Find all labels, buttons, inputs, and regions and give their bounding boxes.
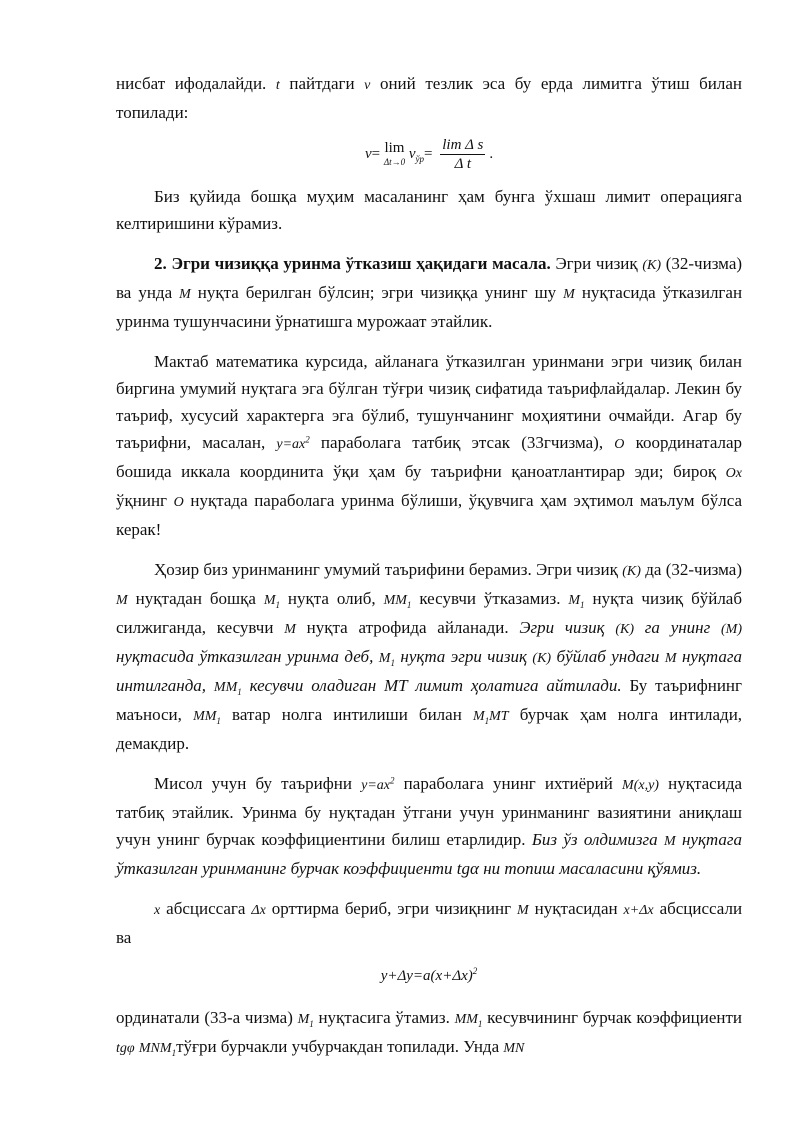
paragraph-5 (116, 556, 742, 757)
text: абсциссали ва (116, 899, 743, 947)
italic-text: Эгри чизиқ (519, 618, 605, 637)
subscript: 1 (216, 715, 221, 726)
symbol: MT (489, 709, 509, 724)
subscript: 1 (171, 1047, 177, 1058)
italic-text: га унинг (644, 618, 711, 637)
text: пайтдаги (289, 74, 355, 93)
math-m: M (179, 287, 191, 302)
paragraph-2: Биз қуйида бошқа муҳим масаланинг ҳам бунга ўхшаш лимит операцияга келтиришини кўрамиз. (116, 187, 742, 233)
text: абсциссага (166, 899, 246, 918)
symbol: M (568, 593, 581, 608)
text: нисбат ифодалайди. (116, 74, 267, 93)
math-m1 (264, 593, 280, 608)
symbol: MM (383, 593, 407, 608)
text: нуқтасида ўтказилган уринма тушунчасини ўрнатишга мурожаат этайлик. (116, 283, 743, 331)
math-mm1 (214, 680, 242, 695)
subscript: 1 (484, 715, 490, 726)
text: кесувчи ўтказамиз. (419, 589, 561, 608)
formula-lhs: v (364, 145, 372, 162)
math-m: M (517, 903, 529, 918)
text: нуқтасига ўтамиз. (318, 1008, 450, 1027)
math-m-paren: (M) (721, 622, 743, 637)
exponent: 2 (305, 434, 310, 445)
text: бурчак ҳам нолга интилади, демакдир. (116, 705, 743, 753)
text: орттирма бериб, эгри чизиқнинг (271, 899, 512, 918)
subscript: 1 (237, 686, 242, 697)
math-x: x (154, 903, 161, 918)
v-subscript: ўр (415, 153, 425, 164)
equals-sign: = (371, 145, 381, 162)
text: параболага унинг ихтиёрий (403, 774, 613, 793)
formula-period: . (489, 145, 494, 162)
fraction-numerator: lim Δ s (442, 137, 484, 153)
paragraph-1 (116, 70, 742, 126)
text: да (32-чизма) (645, 560, 742, 579)
math-mn: MN (503, 1041, 525, 1056)
parabola-base: y=ax (361, 778, 390, 793)
subscript: 1 (309, 1018, 314, 1029)
math-m: M (563, 287, 575, 302)
math-o: O (614, 437, 625, 452)
math-m: M (664, 651, 677, 666)
math-x-plus-delta-x: x+Δx (623, 903, 654, 918)
subscript: 1 (477, 1018, 483, 1029)
equals-sign: = (424, 145, 433, 162)
symbol: M (263, 593, 276, 608)
subscript: 1 (406, 599, 412, 610)
lim-subscript: Δt→0 (383, 156, 406, 167)
text: нуқтадан бошқа (135, 589, 256, 608)
italic-text: нуқтага ўтказилган уринманинг бурчак коэффициенти tgα ни топиш масаласини қўямиз. (116, 830, 743, 878)
symbol: MM (454, 1012, 478, 1027)
italic-text: Биз ўз олдимизга (531, 830, 658, 849)
math-tg-phi: tgφ (116, 1041, 135, 1056)
symbol: M (378, 651, 391, 666)
fraction (440, 136, 485, 173)
text: оний тезлик эса бу ерда лимитга ўтиш билан топилади: (116, 74, 742, 122)
text: нуқтасидан (534, 899, 618, 918)
math-mm1 (384, 593, 412, 608)
italic-text: нуқтасида ўтказилган уринма деб, (116, 647, 374, 666)
text: нуқта олиб, (287, 589, 376, 608)
text: нуқта берилган бўлсин; эгри чизиққа унинг шу (197, 283, 557, 302)
math-mnm1 (139, 1041, 176, 1056)
text: Мисол учун бу таърифни (154, 774, 352, 793)
math-mm1 (455, 1012, 483, 1027)
math-k: (K) (615, 622, 635, 637)
math-k: (K) (532, 651, 552, 666)
math-m: M (284, 622, 296, 637)
paragraph-8 (116, 1004, 742, 1062)
exponent: 2 (472, 966, 478, 976)
symbol: MM (213, 680, 238, 695)
parabola-base: y=ax (276, 437, 306, 452)
text: нуқтасида татбиқ этайлик. Уринма бу нуқтадан ўтгани учун уринманинг вазиятини аниқлаш учун унинг бурчак коэффициентини билиш етарлидир. (116, 774, 743, 849)
formula-velocity-limit (116, 136, 742, 173)
math-delta-x: Δx (251, 903, 266, 918)
text: Бу таърифнинг маъноси, (116, 676, 742, 724)
italic-text: нуқта эгри чизиқ (400, 647, 527, 666)
math-v: v (364, 78, 371, 93)
text: нуқтада параболага уринма бўлиши, ўқувчига ҳам эҳтимол маълум бўлса керак! (116, 491, 743, 539)
paragraph-4 (116, 348, 742, 543)
math-o: O (173, 495, 184, 510)
math-m: M (663, 834, 676, 849)
text: ўқнинг (116, 491, 168, 510)
math-k: (K) (642, 258, 662, 273)
math-m: M (116, 593, 128, 608)
text: ватар нолга интилиши билан (232, 705, 462, 724)
fraction-denominator: Δ t (454, 156, 472, 172)
italic-text: нуқтага интилганда, (116, 647, 743, 695)
math-mm1 (193, 709, 221, 724)
subscript: 1 (275, 599, 280, 610)
formula-ordinate (116, 963, 742, 990)
math-ox: Ox (725, 466, 742, 481)
math-m1mt (473, 709, 509, 724)
text: координаталар бошида иккала координита ўқи ҳам бу таърифни қаноатлантирар эди; бироқ (116, 433, 743, 481)
symbol: MM (193, 709, 217, 724)
subscript: 1 (390, 657, 395, 668)
text: ординатали (33-а чизма) (116, 1008, 293, 1027)
symbol: M (472, 709, 485, 724)
section-title: 2. Эгри чизиққа уринма ўтказиш ҳақидаги масала. (154, 254, 551, 273)
italic-text: кесувчи оладиган МТ лимит ҳолатига айтилади. (249, 676, 622, 695)
formula-v: v (408, 145, 416, 162)
text: параболага татбиқ этсак (33гчизма), (320, 433, 604, 452)
text: нуқта атрофида айланади. (306, 618, 509, 637)
limit-operator (384, 141, 405, 169)
text: тўғри бурчакли учбурчакдан топилади. Унда (176, 1037, 500, 1056)
paragraph-7 (116, 895, 742, 951)
formula-expression: y+Δy=a(x+Δx) (380, 968, 473, 984)
text: Ҳозир биз уринманинг умумий таърифини берамиз. Эгри чизиқ (154, 560, 618, 579)
math-parabola (361, 775, 395, 793)
text: нуқта чизиқ бўйлаб силжиганда, кесувчи (116, 589, 742, 637)
exponent: 2 (390, 775, 395, 786)
math-k: (K) (622, 564, 641, 579)
lim-label: lim (384, 139, 405, 156)
paragraph-3 (116, 250, 742, 335)
italic-text: бўйлаб ундаги (556, 647, 660, 666)
paragraph-6 (116, 770, 742, 882)
text: Мактаб математика курсида, айланага ўтказилган уринмани эгри чизиқ билан биргина умумий нуқтага эга бўлган тўғри чизиқ сифатида таърифлайдалар. Лекин бу таъриф, хусусий характерга эга бўлиб, тушунчанинг моҳиятини очмайди. Агар бу таърифни, масалан, (116, 352, 742, 452)
text: кесувчининг бурчак коэффициенти (487, 1008, 743, 1027)
symbol: M (297, 1012, 310, 1027)
math-m1 (379, 651, 395, 666)
math-m1 (298, 1012, 314, 1027)
math-m1 (568, 593, 584, 608)
math-t: t (275, 78, 280, 93)
math-parabola (276, 434, 310, 452)
symbol: MNM (138, 1041, 172, 1056)
math-point-mxy: M(x,y) (622, 778, 659, 793)
text: (32-чизма) ва унда (116, 254, 743, 302)
subscript: 1 (580, 599, 585, 610)
text: Эгри чизиқ (555, 254, 638, 273)
